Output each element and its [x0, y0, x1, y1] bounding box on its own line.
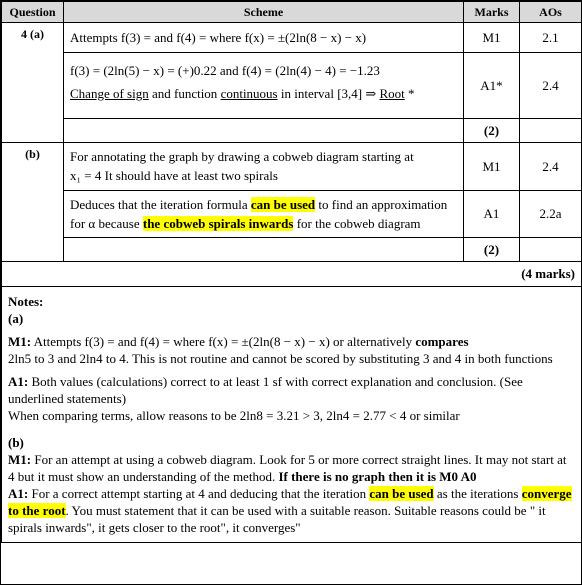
ao-a-blank: [520, 119, 582, 143]
text-cobweb-diagram: for the cobweb diagram: [293, 216, 421, 231]
b-m1-text: For an attempt at using a cobweb diagram. Look for 5 or more correct straight lines. It may not start at 4 but it must show an understanding of the method.: [8, 452, 567, 484]
question-label-b: (b): [2, 143, 64, 262]
mark-scheme-table: [1, 1, 582, 543]
table-row: [2, 119, 582, 143]
notes-a-label: (a): [8, 311, 24, 326]
scheme-b-a1: [64, 191, 464, 238]
m1-text: Attempts f(3) = and f(4) = where f(x) = ±(2ln(8 − x) − x) or alternatively: [31, 334, 416, 349]
total-row: [2, 262, 582, 287]
scheme-b-m1-line1: For annotating the graph by drawing a cobweb diagram starting at: [70, 149, 414, 164]
text-interval: in interval [3,4] ⇒: [277, 86, 380, 101]
notes-a-a1: [8, 373, 575, 424]
notes-b-m1: [8, 451, 575, 485]
total-marks: (4 marks): [2, 262, 582, 287]
table-row: [2, 53, 582, 119]
text-for-alpha: for α because: [70, 216, 143, 231]
header-row: [2, 2, 582, 23]
underline-change-of-sign: Change of sign: [70, 86, 149, 101]
highlight-cobweb-spirals: the cobweb spirals inwards: [142, 216, 294, 231]
underline-continuous: continuous: [220, 86, 278, 101]
b-m1-label: M1:: [8, 452, 32, 467]
subtotal-a: (2): [464, 119, 520, 143]
table-row: [2, 191, 582, 238]
scheme-a-a1: [64, 53, 464, 119]
b-a1-text1: For a correct attempt starting at 4 and deducing that the iteration: [28, 486, 370, 501]
a1-label: A1:: [8, 374, 29, 389]
ao-b-a1: 2.2a: [520, 191, 582, 238]
header-marks: Marks: [464, 2, 520, 23]
m1-text2: 2ln5 to 3 and 2ln4 to 4. This is not routine and cannot be scored by substituting 3 and 4 in both functions: [8, 351, 553, 366]
notes-a-m1: [8, 333, 575, 367]
b-m1-bold: If there is no graph then it is M0 A0: [278, 469, 477, 484]
mark-b-m1: M1: [464, 143, 520, 191]
table-row: [2, 143, 582, 191]
highlight-converge-to-root: converge to the root: [8, 486, 572, 518]
notes-b-label: (b): [8, 435, 24, 450]
scheme-b-blank: [64, 238, 464, 262]
ao-a-m1: 2.1: [520, 23, 582, 53]
scheme-a-blank: [64, 119, 464, 143]
m1-bold: compares: [415, 334, 469, 349]
notes-row: [2, 287, 582, 543]
compare-text: When comparing terms, allow reasons to be 2ln8 = 3.21 > 3, 2ln4 = 2.77 < 4 or similar: [8, 408, 460, 423]
subtotal-b: (2): [464, 238, 520, 262]
header-aos: AOs: [520, 2, 582, 23]
header-question: Question: [2, 2, 64, 23]
ao-a-a1: 2.4: [520, 53, 582, 119]
highlight-notes-can-be-used: can be used: [369, 486, 434, 501]
mark-b-a1: A1: [464, 191, 520, 238]
ao-b-m1: 2.4: [520, 143, 582, 191]
text-star: *: [404, 86, 415, 101]
table-row: [2, 238, 582, 262]
b-a1-label: A1:: [8, 486, 29, 501]
scheme-a-a1-line1: f(3) = (2ln(5) − x) = (+)0.22 and f(4) = (2ln(4) − 4) = −1.23: [70, 63, 380, 78]
scheme-b-a1-line1: [70, 195, 457, 214]
underline-root: Root: [379, 86, 405, 101]
notes-section: [2, 287, 582, 543]
b-a1-text3: . You must statement that it can be used with a suitable reason. Suitable reasons could be " it spirals inwards", it gets closer to the root", it converges": [8, 503, 546, 535]
header-scheme: Scheme: [64, 2, 464, 23]
b-a1-text2: as the iterations: [433, 486, 522, 501]
scheme-a-m1: Attempts f(3) = and f(4) = where f(x) = ±(2ln(8 − x) − x): [64, 23, 464, 53]
table-row: [2, 23, 582, 53]
text-deduces: Deduces that the iteration formula: [70, 197, 251, 212]
ao-b-blank: [520, 238, 582, 262]
text-and: and function: [148, 86, 221, 101]
scheme-b-m1: [64, 143, 464, 191]
m1-label: M1:: [8, 334, 32, 349]
a1-text: Both values (calculations) correct to at least 1 sf with correct explanation and conclusion. (See underlined statements): [8, 374, 523, 406]
notes-title: Notes:: [8, 294, 44, 309]
text-find-approx: to find an approximation: [315, 197, 448, 212]
scheme-a-a1-line2: [70, 80, 457, 103]
highlight-can-be-used: can be used: [250, 197, 316, 212]
mark-a-a1: A1*: [464, 53, 520, 119]
scheme-b-a1-line2: [70, 214, 457, 233]
scheme-b-m1-line2: x₁ = 4 It should have at least two spirals: [70, 168, 278, 183]
mark-a-m1: M1: [464, 23, 520, 53]
question-label-a: 4 (a): [2, 23, 64, 143]
notes-b-a1: [8, 485, 575, 536]
